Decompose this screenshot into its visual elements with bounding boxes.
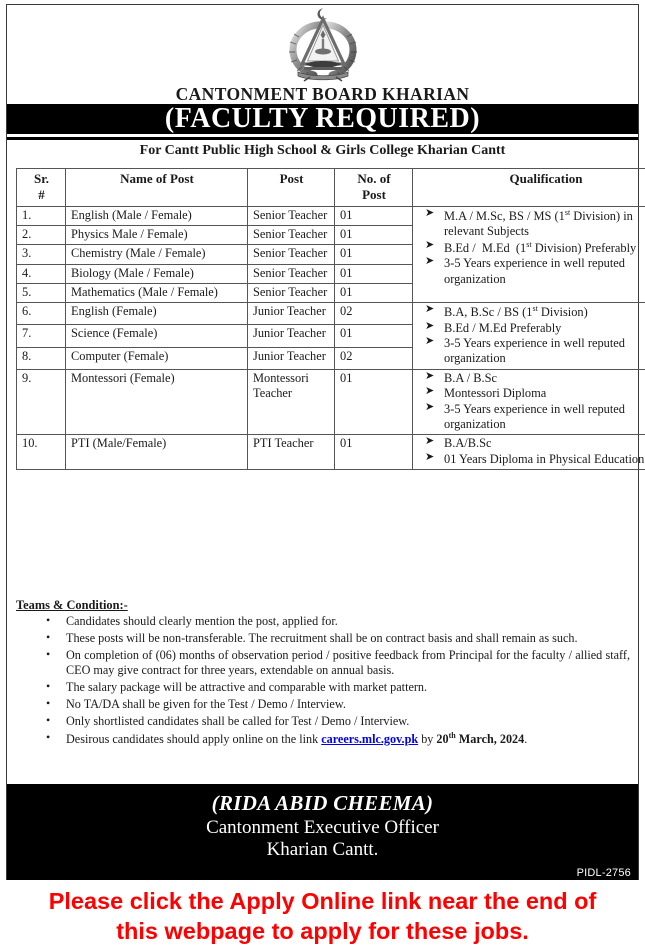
signatory-role: Cantonment Executive Officer — [206, 817, 439, 838]
column-header-no-line2: Post — [362, 186, 386, 202]
careers-portal-link[interactable]: careers.mlc.gov.pk — [321, 731, 419, 746]
arrow-bullet-icon: ➤ — [425, 369, 435, 382]
cell-qualification-group-2 — [413, 303, 645, 370]
header-divider — [7, 137, 638, 140]
cell-post-count: 01 — [335, 264, 413, 283]
cell-post-count: 01 — [335, 435, 413, 470]
cell-post-type: Senior Teacher — [248, 264, 335, 283]
cell-sr: 9. — [17, 369, 66, 435]
cell-post-name: Physics Male / Female) — [66, 226, 248, 245]
qualification-item: ➤ B.A / B.Sc — [425, 369, 498, 385]
qualification-list-2 — [418, 304, 645, 367]
terms-item-apply — [42, 731, 630, 747]
terms-heading: Teams & Condition:- — [16, 598, 128, 612]
qualification-list-1 — [418, 208, 645, 287]
apply-prefix-text: Desirous candidates should apply online on the link — [66, 731, 322, 746]
cell-post-type: Senior Teacher — [248, 226, 335, 245]
column-header-post: Post — [248, 169, 335, 207]
qualification-item: ➤ 3-5 Years experience in well reputed organization — [425, 400, 625, 431]
arrow-bullet-icon: ➤ — [425, 255, 435, 268]
arrow-bullet-icon: ➤ — [425, 450, 435, 463]
qualification-item: ➤ 3-5 Years experience in well reputed organization — [425, 255, 625, 286]
cell-sr: 2. — [17, 226, 66, 245]
arrow-bullet-icon: ➤ — [425, 206, 435, 219]
terms-item: • Candidates should clearly mention the post, applied for. — [46, 613, 338, 628]
cell-sr: 8. — [17, 347, 66, 369]
table-row — [17, 303, 645, 325]
qualification-item: ➤ 01 Years Diploma in Physical Education — [425, 450, 645, 466]
emblem-container — [0, 6, 645, 84]
cell-post-name: English (Female) — [66, 303, 248, 325]
cell-post-name: Montessori (Female) — [66, 369, 248, 435]
apply-deadline-suffix: th — [448, 730, 456, 740]
cell-post-name: Computer (Female) — [66, 347, 248, 369]
terms-item: • These posts will be non-transferable. The recruitment shall be on contract basis and shall remain as such. — [46, 629, 578, 645]
cell-post-type: Senior Teacher — [248, 245, 335, 264]
cell-post-type: Junior Teacher — [248, 303, 335, 325]
terms-item: • Only shortlisted candidates shall be called for Test / Demo / Interview. — [46, 712, 410, 728]
bullet-icon: • — [46, 629, 51, 644]
bullet-icon: • — [46, 679, 51, 693]
terms-list — [16, 614, 630, 747]
table-row — [17, 206, 645, 225]
cell-post-count: 01 — [335, 369, 413, 435]
apply-deadline-rest: March, 2024 — [455, 731, 525, 746]
qualification-item: ➤ 3-5 Years experience in well reputed organization — [425, 335, 625, 366]
cell-post-type: Senior Teacher — [248, 206, 335, 225]
column-header-sr-line1: Sr. — [33, 171, 50, 186]
arrow-bullet-icon: ➤ — [425, 335, 435, 348]
cell-post-type: Junior Teacher — [248, 325, 335, 347]
school-subtitle: For Cantt Public High School & Girls College Kharian Cantt — [139, 143, 506, 158]
cell-sr: 10. — [17, 435, 66, 470]
qualification-item: ➤ M.A / M.Sc, BS / MS (1st Division) in relevant Subjects — [425, 206, 633, 239]
cell-post-name: Mathematics (Male / Female) — [66, 283, 248, 302]
bullet-icon: • — [46, 613, 51, 627]
cell-qualification-group-4 — [413, 435, 645, 470]
cell-post-name: PTI (Male/Female) — [66, 435, 248, 470]
bullet-icon: • — [46, 729, 51, 744]
bullet-icon: • — [46, 712, 51, 727]
table-row — [17, 369, 645, 435]
cell-qualification-group-3 — [413, 369, 645, 435]
cell-qualification-group-1 — [413, 206, 645, 302]
signature-block — [7, 784, 638, 880]
column-header-name: Name of Post — [66, 169, 248, 207]
apply-period: . — [524, 731, 528, 746]
cell-post-type: Senior Teacher — [248, 283, 335, 302]
cell-sr: 7. — [17, 325, 66, 347]
cell-post-count: 01 — [335, 245, 413, 264]
terms-item: • No TA/DA shall be given for the Test / Demo / Interview. — [46, 695, 346, 711]
arrow-bullet-icon: ➤ — [425, 238, 435, 251]
cell-post-name: Science (Female) — [66, 325, 248, 347]
table-header-row — [17, 169, 645, 207]
arrow-bullet-icon: ➤ — [425, 303, 435, 316]
cell-sr: 5. — [17, 283, 66, 302]
organization-title: CANTONMENT BOARD KHARIAN — [175, 84, 470, 104]
terms-section — [16, 598, 630, 749]
apply-online-notice — [0, 886, 645, 946]
cell-sr: 3. — [17, 245, 66, 264]
qualification-item: ➤ Montessori Diploma — [425, 385, 547, 401]
cell-post-count: 01 — [335, 325, 413, 347]
cell-post-name: Chemistry (Male / Female) — [66, 245, 248, 264]
arrow-bullet-icon: ➤ — [425, 319, 435, 332]
qualification-item: ➤ B.Ed / M.Ed (1st Division) Preferably — [425, 238, 637, 255]
posts-table — [16, 168, 645, 470]
cell-post-type: Junior Teacher — [248, 347, 335, 369]
column-header-sr — [17, 169, 66, 207]
bullet-icon: • — [46, 646, 51, 661]
cell-sr: 4. — [17, 264, 66, 283]
arrow-bullet-icon: ➤ — [425, 435, 435, 448]
arrow-bullet-icon: ➤ — [425, 385, 435, 398]
qualification-list-3 — [418, 371, 645, 433]
column-header-no-line1: No. of — [357, 171, 391, 186]
pidl-code: PIDL-2756 — [576, 867, 631, 879]
cell-post-name: English (Male / Female) — [66, 206, 248, 225]
cell-post-type: PTI Teacher — [248, 435, 335, 470]
cell-post-count: 02 — [335, 347, 413, 369]
terms-item: • The salary package will be attractive and comparable with market pattern. — [46, 679, 428, 694]
cell-sr: 6. — [17, 303, 66, 325]
notice-line-2: this webpage to apply for these jobs. — [116, 918, 529, 945]
column-header-sr-line2: # — [38, 186, 45, 202]
cell-post-count: 02 — [335, 303, 413, 325]
cell-post-type: Montessori Teacher — [248, 369, 335, 435]
cell-sr: 1. — [17, 206, 66, 225]
qualification-list-4 — [418, 436, 645, 467]
column-header-no-of-post — [335, 169, 413, 207]
apply-deadline-day: 20 — [436, 731, 449, 746]
cell-post-name: Biology (Male / Female) — [66, 264, 248, 283]
qualification-item: ➤ B.A, B.Sc / BS (1st Division) — [425, 303, 588, 320]
signatory-place: Kharian Cantt. — [266, 839, 379, 861]
arrow-bullet-icon: ➤ — [425, 400, 435, 413]
faculty-required-banner: (FACULTY REQUIRED) — [7, 104, 638, 134]
cantonment-board-crest-icon — [280, 6, 366, 84]
terms-item: • On completion of (06) months of observation period / positive feedback from Principal for the faculty / allied staff, CEO may give contract for three years, extendable on annual basis. — [46, 646, 630, 678]
cell-post-count: 01 — [335, 283, 413, 302]
notice-line-1: Please click the Apply Online link near the end of — [48, 888, 597, 914]
apply-middle-text: by — [418, 731, 437, 746]
table-row — [17, 435, 645, 470]
qualification-item: ➤ B.A/B.Sc — [425, 435, 492, 451]
qualification-item: ➤ B.Ed / M.Ed Preferably — [425, 319, 562, 335]
signatory-name: (RIDA ABID CHEEMA) — [211, 791, 434, 815]
cell-post-count: 01 — [335, 206, 413, 225]
bullet-icon: • — [46, 695, 51, 710]
cell-post-count: 01 — [335, 226, 413, 245]
column-header-qualification: Qualification — [413, 169, 645, 207]
